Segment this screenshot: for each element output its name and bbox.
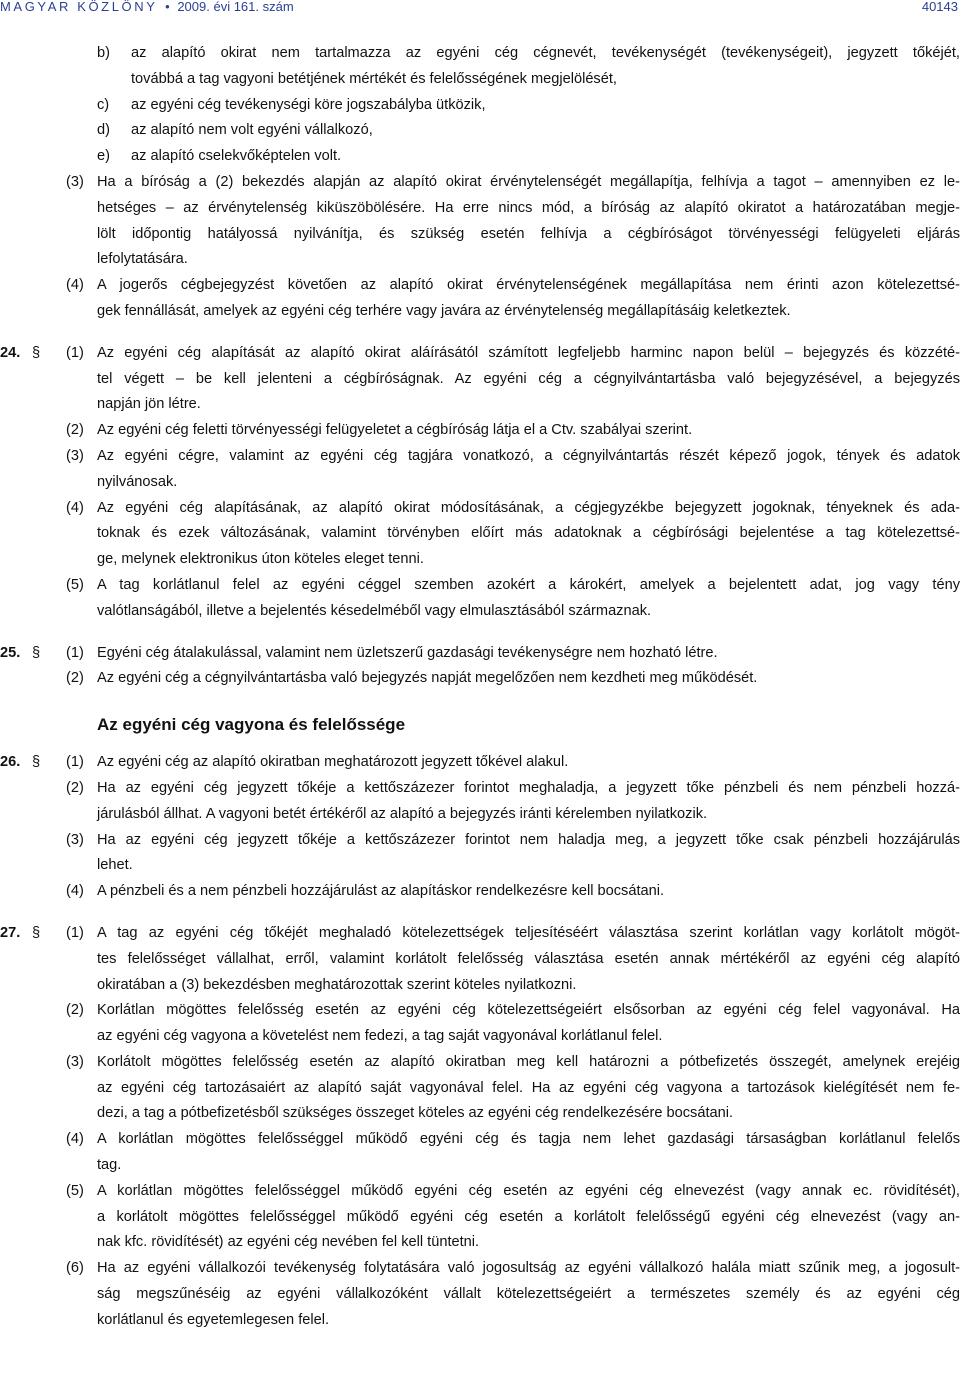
paragraph-text: Ha az egyéni cég jegyzett tőkéje a kettőszázezer forintot nem haladja meg, a jegyzett tőke csak pénzbeli hozzájárulás: [97, 831, 960, 848]
paragraph-text: A jogerős cégbejegyzést követően az alapító okirat érvénytelenségének megállapítása nem érinti azon kötelezettsé-: [97, 277, 960, 294]
paragraph-text: Korlátlan mögöttes felelősség esetén az egyéni cég kötelezettségeiért elsősorban az egyéni cég felel vagyonával. Ha: [97, 1002, 960, 1019]
paragraph-number: (3): [66, 831, 84, 848]
page-number: 40143: [921, 0, 958, 14]
text-line: [0, 921, 960, 947]
text-line: [0, 1256, 960, 1282]
paragraph-number: (1): [66, 754, 84, 771]
paragraph-number: (4): [66, 883, 84, 900]
paragraph-text: gek fennállását, amelyek az egyéni cég terhére vagy javára az érvénytelenség megállapításáig keletkeztek.: [97, 302, 791, 319]
paragraph-number: (3): [66, 1053, 84, 1070]
paragraph-number: (2): [66, 422, 84, 439]
text-line: [0, 299, 960, 325]
paragraph-number: (2): [66, 779, 84, 796]
item-letter: e): [97, 148, 110, 165]
paragraph-text: lölt időpontig hatályossá nyilvánítja, és szükség esetén felhívja a cégbíróságot törvényességi felügyeleti eljárás: [97, 225, 960, 242]
text-line: [0, 247, 960, 273]
paragraph-number: (4): [66, 499, 84, 516]
section-sign: §: [32, 644, 41, 661]
section-sign: §: [32, 344, 41, 361]
text-line: [0, 1127, 960, 1153]
paragraph-text: az alapító cselekvőképtelen volt.: [131, 148, 342, 165]
text-line: [0, 573, 960, 599]
text-line: [0, 118, 960, 144]
paragraph-number: (1): [66, 344, 84, 361]
paragraph-text: Az egyéni cég feletti törvényességi felügyeletet a cégbíróság látja el a Ctv. szabályai szerint.: [97, 422, 693, 439]
text-line: [0, 828, 960, 854]
paragraph-text: tag.: [97, 1157, 122, 1174]
text-line: [0, 418, 960, 444]
paragraph-text: valótlanságából, illetve a bejelentés késedelméből vagy elmulasztásából származnak.: [97, 602, 652, 619]
text-line: [0, 973, 960, 999]
text-line: [0, 1153, 960, 1179]
paragraph-text: az alapító okirat nem tartalmazza az egyéni cég cégnevét, tevékenységét (tevékenységeit), jegyzett tőkéjét,: [131, 45, 960, 61]
paragraph-text: a korlátolt mögöttes felelősséggel működő egyéni cég esetén a korlátolt felelősségű egyéni cég elnevezést (vagy an-: [97, 1208, 960, 1225]
header-separator: •: [165, 0, 170, 14]
paragraph-text: járulásból állhat. A vagyoni betét értékéről az alapító a bejegyzés iránti kérelemben nyilatkozik.: [97, 805, 708, 822]
text-line: [0, 1230, 960, 1256]
text-line: [0, 1179, 960, 1205]
paragraph-text: lefolytatására.: [97, 251, 188, 268]
paragraph-text: nyilvánosak.: [97, 473, 178, 490]
paragraph-text: Az egyéni cég az alapító okiratban meghatározott jegyzett tőkével alakul.: [97, 754, 569, 771]
text-line: [0, 1101, 960, 1127]
paragraph-number: (3): [66, 173, 84, 190]
text-line: [0, 392, 960, 418]
text-line: [0, 341, 960, 367]
paragraph-text: továbbá a tag vagyoni betétjének mértékét és felelősségének megjelölését,: [131, 70, 617, 87]
paragraph-text: Az egyéni cégre, valamint az egyéni cég tagjára vonatkozó, a cégnyilvántartás részét képező jogok, tények és adatok: [97, 447, 960, 464]
paragraph-text: toknak és ezek változásának, valamint törvényben előírt más adatoknak a cégbírósági bejelentése a tag kötelezettsé-: [97, 525, 960, 542]
paragraph-text: okiratában a (3) bekezdésben meghatározottak szerint köteles nyilatkozni.: [97, 976, 577, 993]
running-title: [0, 0, 294, 14]
paragraph-text: A tag az egyéni cég tőkéjét meghaladó kötelezettségek teljesítéséért választása szerint korlátlan vagy korlátolt mögöt-: [97, 924, 960, 941]
item-letter: c): [97, 96, 110, 113]
paragraph-number: (4): [66, 277, 84, 294]
text-line: [0, 273, 960, 299]
text-line: [0, 222, 960, 248]
paragraph-text: dezi, a tag a pótbefizetésből szükséges összeget köteles az egyéni cég rendelkezésére bocsátani.: [97, 1105, 734, 1122]
text-line: [0, 998, 960, 1024]
text-line: [0, 67, 960, 93]
publication-name: MAGYAR KÖZLÖNY: [0, 0, 158, 14]
paragraph-text: A pénzbeli és a nem pénzbeli hozzájárulást az alapításkor rendelkezésre kell bocsátani.: [97, 883, 665, 900]
text-line: [0, 750, 960, 776]
text-line: [0, 1050, 960, 1076]
text-line: [0, 367, 960, 393]
page-header: [0, 0, 960, 14]
text-line: [0, 521, 960, 547]
text-line: [0, 776, 960, 802]
paragraph-text: Korlátolt mögöttes felelősség esetén az alapító okiratban meg kell határozni a pótbefizetés összegét, amelynek erejéig: [97, 1053, 960, 1070]
paragraph-text: ge, melynek elektronikus úton köteles eleget tenni.: [97, 551, 424, 568]
text-line: [0, 1024, 960, 1050]
text-line: [0, 599, 960, 625]
paragraph-number: (4): [66, 1131, 84, 1148]
text-line: [0, 1076, 960, 1102]
paragraph-number: (1): [66, 644, 84, 661]
text-line: [0, 1282, 960, 1308]
paragraph-text: nak kfc. rövidítését) az egyéni cég nevében fel kell tüntetni.: [97, 1234, 480, 1251]
section-heading-text: Az egyéni cég vagyona és felelőssége: [97, 715, 406, 735]
document-body: [0, 41, 960, 1334]
text-line: [0, 144, 960, 170]
section-number: 24.: [0, 344, 21, 361]
text-line: [0, 1205, 960, 1231]
text-line: [0, 470, 960, 496]
text-line: [0, 879, 960, 905]
paragraph-text: napján jön létre.: [97, 396, 201, 413]
paragraph-text: hetséges – az érvénytelenség kiküszöbölésére. Ha erre nincs mód, a bíróság az alapító okiratot a határozatában megje-: [97, 199, 960, 216]
text-line: [0, 547, 960, 573]
text-line: [0, 1308, 960, 1334]
section-number: 27.: [0, 924, 21, 941]
paragraph-number: (3): [66, 447, 84, 464]
text-line: [0, 93, 960, 119]
text-line: [0, 641, 960, 667]
section-heading: [0, 710, 960, 740]
section-sign: §: [32, 754, 41, 771]
paragraph-text: korlátlanul és egyetemlegesen felel.: [97, 1311, 330, 1328]
paragraph-text: Egyéni cég átalakulással, valamint nem üzletszerű gazdasági tevékenységre nem hozható létre.: [97, 644, 718, 661]
text-line: [0, 496, 960, 522]
paragraph-number: (6): [66, 1260, 84, 1277]
text-line: [0, 947, 960, 973]
paragraph-text: A korlátlan mögöttes felelősséggel működő egyéni cég esetén az egyéni cég elnevezést (vagy annak ec. rövidítését),: [97, 1182, 960, 1199]
paragraph-text: Az egyéni cég alapítását az alapító okirat aláírásától számított legfeljebb harminc napon belül – bejegyzés és közzété-: [97, 344, 960, 361]
section-number: 26.: [0, 754, 21, 771]
text-line: [0, 41, 960, 67]
paragraph-number: (5): [66, 576, 84, 593]
item-letter: d): [97, 122, 110, 139]
paragraph-text: A korlátlan mögöttes felelősséggel működő egyéni cég és tagja nem lehet gazdasági társaságban korlátlanul felelős: [97, 1131, 960, 1148]
text-line: [0, 196, 960, 222]
paragraph-text: ság megszűnéséig az egyéni vállalkozóként vállalt kötelezettségeiért a természetes személy és az egyéni cég: [97, 1286, 960, 1303]
paragraph-text: lehet.: [97, 857, 133, 874]
text-line: [0, 444, 960, 470]
paragraph-text: Ha a bíróság a (2) bekezdés alapján az alapító okirat érvénytelenségét megállapítja, felhívja a tagot – amennyiben ez le-: [97, 173, 960, 190]
paragraph-number: (2): [66, 670, 84, 687]
paragraph-text: az alapító nem volt egyéni vállalkozó,: [131, 122, 373, 139]
paragraph-text: az egyéni cég tevékenységi köre jogszabályba ütközik,: [131, 96, 486, 113]
paragraph-text: tel végett – be kell jelenteni a cégbíróságnak. Az egyéni cég a cégnyilvántartásba való bejegyzésével, a bejegyzés: [97, 370, 960, 387]
section-number: 25.: [0, 644, 21, 661]
paragraph-text: az egyéni cég tartozásaiért az alapító saját vagyonával felel. Ha az egyéni cég vagyona a tartozások kielégítését nem fe-: [97, 1079, 960, 1096]
paragraph-number: (2): [66, 1002, 84, 1019]
text-line: [0, 666, 960, 692]
issue-number: 2009. évi 161. szám: [177, 0, 294, 14]
paragraph-text: A tag korlátlanul felel az egyéni céggel szemben azokért a károkért, amelyek a bejelentett adat, jog vagy tény: [97, 576, 960, 593]
text-line: [0, 853, 960, 879]
paragraph-number: (1): [66, 924, 84, 941]
paragraph-text: Az egyéni cég alapításának, az alapító okirat módosításának, a cégjegyzékbe bejegyzett jogoknak, tényeknek és ada-: [97, 499, 960, 516]
section-sign: §: [32, 924, 41, 941]
paragraph-number: (5): [66, 1182, 84, 1199]
paragraph-text: Az egyéni cég a cégnyilvántartásba való bejegyzés napját megelőzően nem kezdheti meg működését.: [97, 670, 758, 687]
paragraph-text: tes felelősséget vállalhat, erről, valamint korlátolt felelősség választása esetén annak mértékéről az egyéni cég alapító: [97, 950, 960, 967]
item-letter: b): [97, 45, 110, 61]
paragraph-text: az egyéni cég vagyona a követelést nem fedezi, a tag saját vagyonával korlátlanul felel.: [97, 1028, 663, 1045]
text-line: [0, 170, 960, 196]
paragraph-text: Ha az egyéni vállalkozói tevékenység folytatására való jogosultság az egyéni vállalkozó halála miatt szűnik meg, a jogosult-: [97, 1260, 960, 1277]
text-line: [0, 802, 960, 828]
paragraph-text: Ha az egyéni cég jegyzett tőkéje a kettőszázezer forintot meghaladja, a jegyzett tőke pénzbeli és nem pénzbeli hozzá-: [97, 779, 960, 796]
